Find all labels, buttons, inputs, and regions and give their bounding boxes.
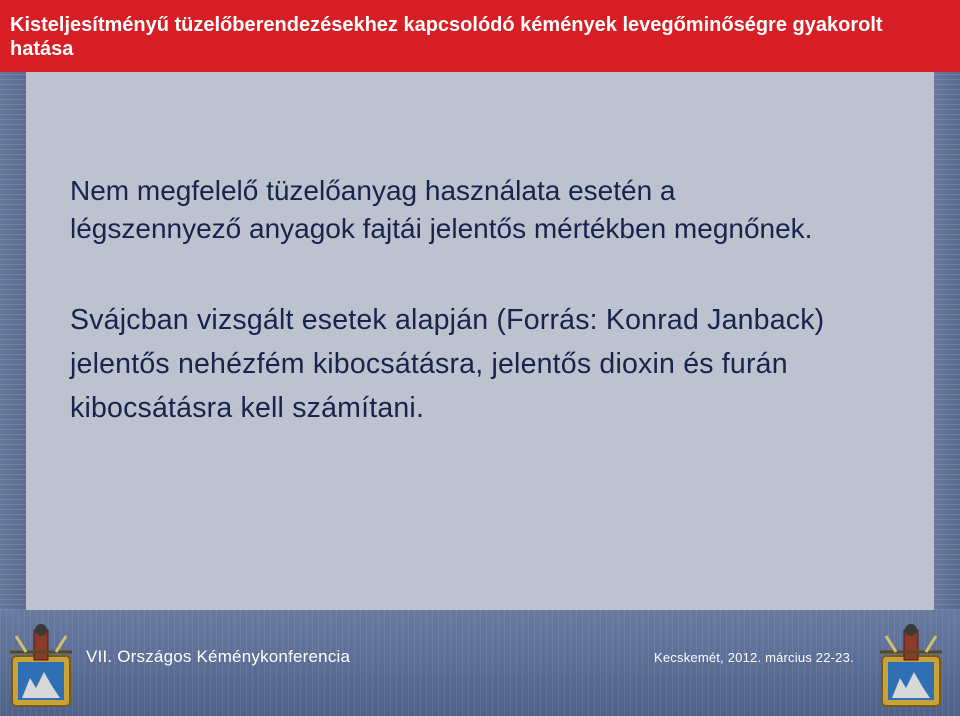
footer-location-date: Kecskemét, 2012. március 22-23. bbox=[654, 650, 854, 665]
footer-conference-name: VII. Országos Kéménykonferencia bbox=[86, 647, 351, 666]
chimney-sweep-emblem-icon bbox=[876, 622, 946, 708]
slide-title: Kisteljesítményű tüzelőberendezésekhez kapcsolódó kémények levegőminőségre gyakorolt hatása bbox=[10, 14, 883, 60]
right-side-strip bbox=[934, 72, 960, 610]
chimney-sweep-emblem-icon bbox=[6, 622, 76, 708]
left-side-strip bbox=[0, 72, 26, 610]
content-panel bbox=[26, 72, 934, 610]
footer-bar bbox=[0, 610, 960, 716]
paragraph-fuel-pollutants: Nem megfelelő tüzelőanyag használata esetén a légszennyező anyagok fajtái jelentős mértékben megnőnek. bbox=[70, 175, 813, 244]
title-bar bbox=[0, 0, 960, 72]
paragraph-swiss-study: Svájcban vizsgált esetek alapján (Forrás: Konrad Janback) jelentős nehézfém kibocsátásra, jelentős dioxin és furán kibocsátásra kell számítani. bbox=[70, 304, 825, 424]
